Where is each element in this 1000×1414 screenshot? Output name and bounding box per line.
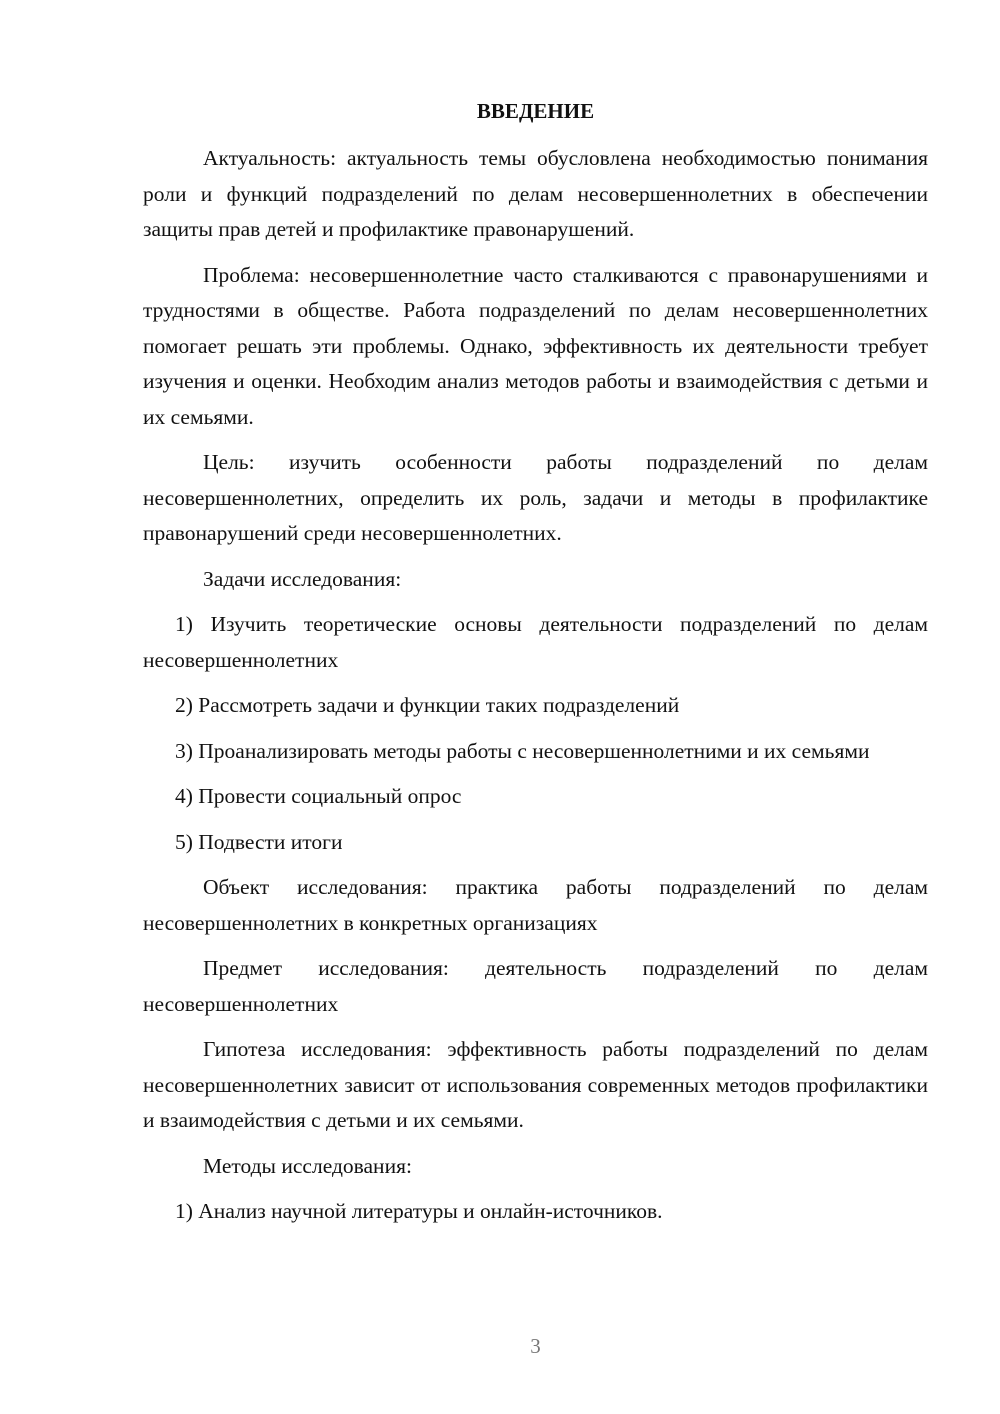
task-item: 2) Рассмотреть задачи и функции таких подразделений <box>175 693 680 717</box>
task-item: 1) Изучить теоретические основы деятельности подразделений по делам несовершеннолетних <box>143 612 928 672</box>
subject-paragraph: Предмет исследования: деятельность подразделений по делам несовершеннолетних <box>143 956 928 1016</box>
task-item: 3) Проанализировать методы работы с несовершеннолетними и их семьями <box>175 738 870 763</box>
relevance-paragraph: Актуальность: актуальность темы обусловлена необходимостью понимания роли и функций подразделений по делам несовершеннолетних в обеспечении защиты прав детей и профилактике правонарушений. <box>143 146 928 241</box>
task-item: 5) Подвести итоги <box>175 829 343 854</box>
object-paragraph: Объект исследования: практика работы подразделений по делам несовершеннолетних в конкретных организациях <box>143 875 928 935</box>
tasks-heading: Задачи исследования: <box>203 566 402 591</box>
hypothesis-paragraph: Гипотеза исследования: эффективность работы подразделений по делам несовершеннолетних зависит от использования современных методов профилактики и взаимодействия с детьми и их семьями. <box>143 1037 928 1132</box>
methods-heading: Методы исследования: <box>203 1153 412 1178</box>
document-body <box>143 141 928 1240</box>
task-item: 4) Провести социальный опрос <box>175 784 462 808</box>
page-number: 3 <box>530 1334 541 1358</box>
method-item: 1) Анализ научной литературы и онлайн-источников. <box>175 1199 663 1223</box>
goal-paragraph: Цель: изучить особенности работы подразделений по делам несовершеннолетних, определить их роль, задачи и методы в профилактике правонарушений среди несовершеннолетних. <box>143 450 928 545</box>
problem-paragraph: Проблема: несовершеннолетние часто сталкиваются с правонарушениями и трудностями в обществе. Работа подразделений по делам несовершеннолетних помогает решать эти проблемы. Однако, эффективность их деятельности требует изучения и оценки. Необходим анализ методов работы и взаимодействия с детьми и их семьями. <box>143 262 928 429</box>
page-title: ВВЕДЕНИЕ <box>476 99 595 123</box>
